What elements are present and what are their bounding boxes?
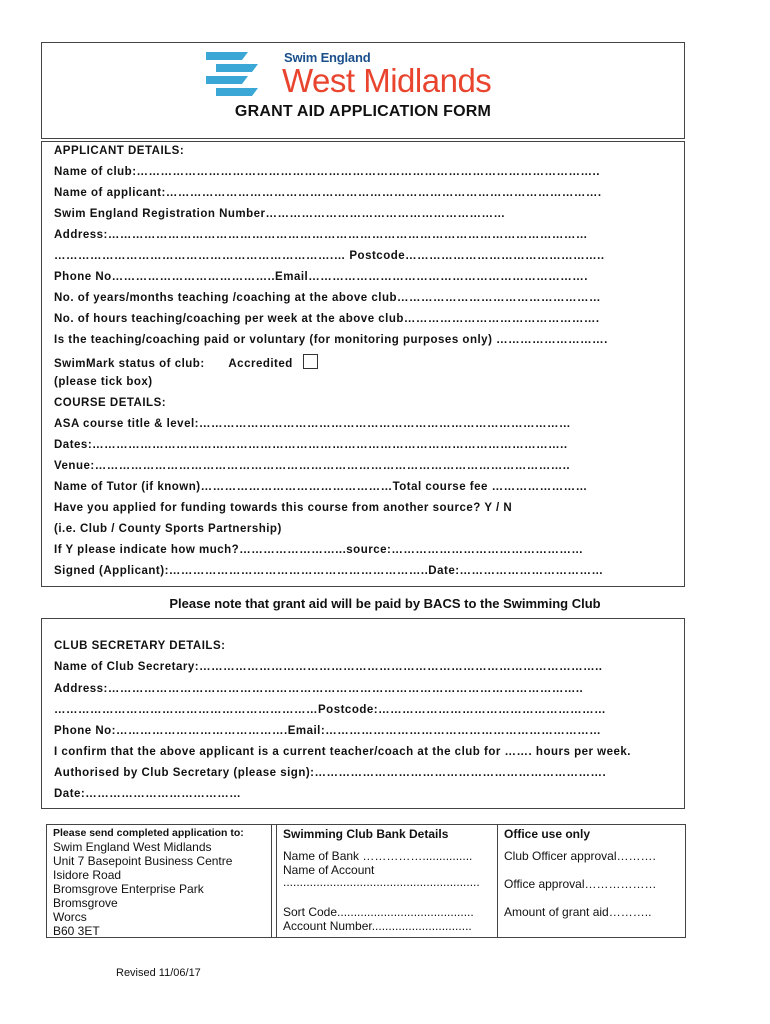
office-use-cell	[498, 825, 685, 937]
other-funding-question[interactable]: Have you applied for funding towards this course from another source? Y / N	[54, 502, 513, 514]
secretary-date-field[interactable]: Date:…………………………………	[54, 788, 242, 800]
account-name-label: Name of Account	[283, 863, 375, 877]
secretary-phone-email-field[interactable]: Phone No:…………………………………….Email:……………………………………………………………	[54, 725, 602, 737]
tick-box-hint: (please tick box)	[54, 376, 153, 388]
years-teaching-field[interactable]: No. of years/months teaching /coaching at the above club……………………………………………	[54, 292, 602, 304]
swim-wave-logo-icon	[202, 46, 262, 102]
send-address-cell	[47, 825, 272, 937]
accredited-label: Accredited	[228, 358, 293, 370]
venue-field[interactable]: Venue:………………………………………………………………………………………………………..	[54, 460, 571, 472]
address-line: Isidore Road	[53, 868, 122, 882]
tutor-fee-field[interactable]: Name of Tutor (if known)…………………………………………Total course fee ……………………	[54, 481, 588, 493]
applicant-heading: APPLICANT DETAILS:	[54, 145, 185, 157]
applicant-signature-field[interactable]: Signed (Applicant):………………………………………………………..Date:………………………………	[54, 565, 604, 577]
form-title: GRANT AID APPLICATION FORM	[234, 103, 492, 120]
club-name-field[interactable]: Name of club:……………………………………………………………………………………………………..	[54, 166, 600, 178]
funding-amount-field[interactable]: If Y please indicate how much?……………………...source:…………………………………………	[54, 544, 584, 556]
applicant-section	[41, 141, 685, 587]
address-line: Swim England West Midlands	[53, 840, 212, 854]
secretary-signature-field[interactable]: Authorised by Club Secretary (please sign):……………………………………………………………….	[54, 767, 607, 779]
swimmark-label: SwimMark status of club:	[54, 358, 205, 370]
account-name-field[interactable]: ...........................................................	[283, 875, 480, 889]
bank-details-cell	[276, 825, 498, 937]
account-number-field[interactable]: Account Number..............................	[283, 919, 472, 933]
send-heading: Please send completed application to:	[53, 827, 244, 839]
header-box	[41, 42, 685, 139]
bank-heading: Swimming Club Bank Details	[283, 827, 449, 841]
hours-teaching-field[interactable]: No. of hours teaching/coaching per week at the above club………………………………………….	[54, 313, 600, 325]
address-line: Worcs	[53, 910, 87, 924]
logo-main-text: West Midlands	[282, 62, 492, 99]
address-line: Bromsgrove	[53, 896, 118, 910]
office-approval-field[interactable]: Office approval………………	[504, 877, 657, 891]
bank-name-field[interactable]: Name of Bank ……………...............	[283, 849, 473, 863]
revision-date: Revised 11/06/17	[116, 967, 201, 979]
applicant-name-field[interactable]: Name of applicant:……………………………………………………………………………………………….	[54, 187, 602, 199]
hours-confirmation-field[interactable]: I confirm that the above applicant is a current teacher/coach at the club for ……. hours per week.	[54, 746, 631, 758]
secretary-postcode-field[interactable]: …………………………………………………………Postcode:…………………………………………………	[54, 704, 607, 716]
office-heading: Office use only	[504, 827, 591, 841]
funding-source-hint: (i.e. Club / County Sports Partnership)	[54, 523, 282, 535]
secretary-name-field[interactable]: Name of Club Secretary:………………………………………………………………………………………..	[54, 661, 603, 673]
accredited-checkbox[interactable]	[303, 354, 318, 369]
course-heading: COURSE DETAILS:	[54, 397, 167, 409]
swim-england-logo	[202, 46, 532, 102]
logo-top-text: Swim England	[284, 50, 371, 65]
address-line: Bromsgrove Enterprise Park	[53, 882, 204, 896]
secretary-heading: CLUB SECRETARY DETAILS:	[54, 640, 226, 652]
postcode-field[interactable]: …………………………………………………………….… Postcode…………………………………………..	[54, 250, 605, 262]
secretary-address-field[interactable]: Address:………………………………………………………………………………………………………..	[54, 683, 584, 695]
club-officer-approval-field[interactable]: Club Officer approval……….	[504, 849, 656, 863]
phone-email-field[interactable]: Phone No…………………………………..Email…………………………………………………………….	[54, 271, 588, 283]
bottom-info-table	[46, 824, 686, 938]
dates-field[interactable]: Dates:………………………………………………………………………………………………………..	[54, 439, 568, 451]
swimmark-status-row	[54, 354, 318, 370]
registration-number-field[interactable]: Swim England Registration Number……………………………………………………	[54, 208, 506, 220]
paid-voluntary-field[interactable]: Is the teaching/coaching paid or voluntary (for monitoring purposes only) ……………………….	[54, 334, 608, 346]
secretary-section	[41, 618, 685, 809]
sort-code-field[interactable]: Sort Code.........................................	[283, 905, 474, 919]
grant-amount-field[interactable]: Amount of grant aid………..	[504, 905, 652, 919]
address-line: Unit 7 Basepoint Business Centre	[53, 854, 233, 868]
address-field[interactable]: Address:…………………………………………………………………………………………………………	[54, 229, 588, 241]
address-line: B60 3ET	[53, 924, 100, 938]
course-title-field[interactable]: ASA course title & level:…………………………………………………………………………………	[54, 418, 572, 430]
bacs-note: Please note that grant aid will be paid by BACS to the Swimming Club	[169, 596, 601, 611]
